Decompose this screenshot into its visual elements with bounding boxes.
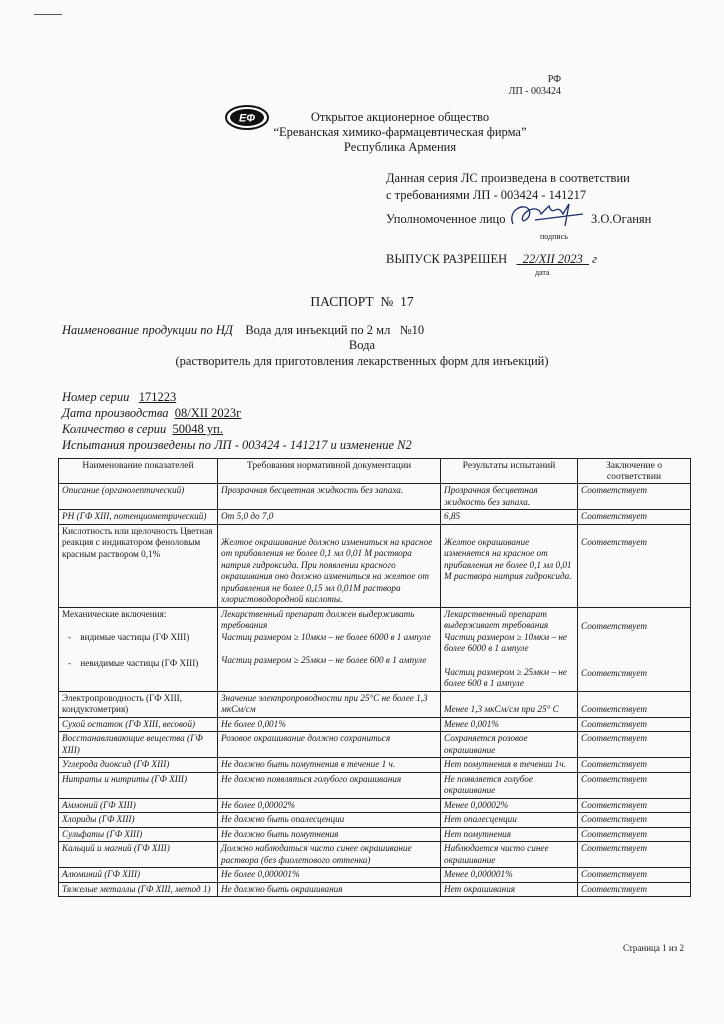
rf-label: РФ bbox=[547, 74, 561, 85]
company-line-2: “Ереванская химико-фармацевтическая фирма” bbox=[273, 125, 527, 139]
release-label: ВЫПУСК РАЗРЕШЕН bbox=[386, 252, 508, 266]
series-note bbox=[386, 170, 646, 204]
registration-block bbox=[0, 74, 561, 98]
table-row: Алюминий (ГФ XIII) Не более 0,000001% Менее 0,000001% Соответствует bbox=[59, 868, 691, 883]
reg-code: ЛП - 003424 bbox=[508, 86, 561, 97]
table-row: Тяжелые металлы (ГФ XIII, метод 1) Не должно быть окрашивания Нет окрашивания Соответствует bbox=[59, 882, 691, 897]
signature-caption: подпись bbox=[540, 232, 568, 241]
table-row: PH (ГФ XIII, потенциометрический) От 5,0 до 7,0 6,85 Соответствует bbox=[59, 510, 691, 525]
tests-line: Испытания произведены по ЛП - 003424 - 141217 и изменение N2 bbox=[62, 438, 412, 452]
header-param: Наименование показателей bbox=[59, 459, 218, 484]
table-row: Сульфаты (ГФ XIII) Не должно быть помутнения Нет помутнения Соответствует bbox=[59, 827, 691, 842]
table-header-row bbox=[59, 459, 691, 484]
release-line bbox=[386, 252, 597, 267]
table-row: Механические включения: - видимые частицы (ГФ XIII) - невидимые частицы (ГФ XIII) Лекарственный препарат должен выдерживать требования Частиц размером ≥ 10мкм – не более 6000 в 1 ампуле Частиц размером ≥ 25мкм – не более 600 в 1 ампуле Лекарственный препарат выдерживает требования Частиц размером ≥ 10мкм – не более 6000 в 1 ампуле Частиц размером ≥ 25мкм – не более 600 в 1 ампуле Соответствует Соответствует bbox=[59, 607, 691, 691]
header-requirement: Требования нормативной документации bbox=[218, 459, 441, 484]
table-row: Электропроводность (ГФ XIII, кондуктометрия) Значение электропроводности при 25°С не более 1,3 мкСм/см Менее 1,3 мкСм/см при 25° С Соответствует bbox=[59, 691, 691, 717]
production-date: 08/XII 2023г bbox=[174, 406, 242, 420]
quantity-value: 50048 уп. bbox=[172, 422, 223, 436]
series-note-line-1: Данная серия ЛС произведена в соответствии bbox=[386, 171, 630, 185]
company-name bbox=[250, 110, 550, 155]
series-number: 171223 bbox=[138, 390, 177, 404]
product-label: Наименование продукции по НД bbox=[62, 323, 233, 337]
table-row: Углерода диоксид (ГФ XIII) Не должно быть помутнения в течение 1 ч. Нет помутнения в течении 1ч. Соответствует bbox=[59, 758, 691, 773]
results-table bbox=[58, 458, 691, 897]
table-row: Нитраты и нитриты (ГФ XIII) Не должно появляться голубого окрашивания Не появляется голубое окрашивание Соответствует bbox=[59, 772, 691, 798]
top-mark bbox=[34, 14, 62, 15]
authorized-label: Уполномоченное лицо bbox=[386, 212, 506, 226]
product-line-2: Вода bbox=[348, 338, 376, 352]
logo-text: ЕФ bbox=[239, 112, 255, 125]
company-line-3: Республика Армения bbox=[343, 140, 457, 154]
series-number-line: Номер серии 171223 bbox=[62, 390, 177, 404]
quantity-line: Количество в серии 50048 уп. bbox=[62, 422, 223, 436]
release-suffix: г bbox=[592, 252, 598, 266]
table-row: Сухой остаток (ГФ XIII, весовой) Не более 0,001% Менее 0,001% Соответствует bbox=[59, 717, 691, 732]
authorized-name: З.О.Оганян bbox=[591, 212, 652, 226]
product-line bbox=[62, 323, 682, 338]
date-caption: дата bbox=[535, 268, 550, 277]
table-row: Аммоний (ГФ XIII) Не более 0,00002% Менее 0,00002% Соответствует bbox=[59, 798, 691, 813]
series-note-line-2: с требованиями ЛП - 003424 - 141217 bbox=[386, 188, 587, 202]
table-row: Кальций и магний (ГФ XIII) Должно наблюдаться чисто синее окрашивание раствора (без фиолетового оттенка) Наблюдается чисто синее окрашивание Соответствует bbox=[59, 842, 691, 868]
product-pack: №10 bbox=[399, 323, 425, 337]
release-date: 22/XII 2023 bbox=[522, 252, 583, 266]
product-line-3: (растворитель для приготовления лекарственных форм для инъекций) bbox=[175, 354, 549, 368]
header-result: Результаты испытаний bbox=[441, 459, 578, 484]
product-name: Вода для инъекций по 2 мл bbox=[245, 323, 391, 337]
company-line-1: Открытое акционерное общество bbox=[310, 110, 490, 124]
passport-title: ПАСПОРТ № 17 bbox=[310, 294, 414, 309]
table-row: Восстанавливающие вещества (ГФ XIII) Розовое окрашивание должно сохраниться Сохраняется розовое окрашивание Соответствует bbox=[59, 732, 691, 758]
table-row: Кислотность или щелочность Цветная реакция с индикатором феноловым красным раствором 0,1% Желтое окрашивание должно измениться на красное от прибавления не более 0,1 мл 0,01 М раствора натрия гидроксида. При появлении красного окрашивания оно должно измениться на желтое от прибавления не более 0,15 мл 0,01М раствора хлористоводородной кислоты. Желтое окрашивание изменяется на красное от прибавления не более 0,1 мл 0,01 М раствора натрия гидроксида. Соответствует bbox=[59, 524, 691, 607]
signature bbox=[505, 200, 585, 230]
page-number: Страница 1 из 2 bbox=[623, 943, 684, 953]
header-conclusion: Заключение о соответствии bbox=[578, 459, 691, 484]
table-row: Описание (органолептический) Прозрачная бесцветная жидкость без запаха. Прозрачная бесцветная жидкость без запаха. Соответствует bbox=[59, 484, 691, 510]
production-date-line: Дата производства 08/XII 2023г bbox=[62, 406, 242, 420]
table-row: Хлориды (ГФ XIII) Не должно быть опалесценции Нет опалесценции Соответствует bbox=[59, 813, 691, 828]
